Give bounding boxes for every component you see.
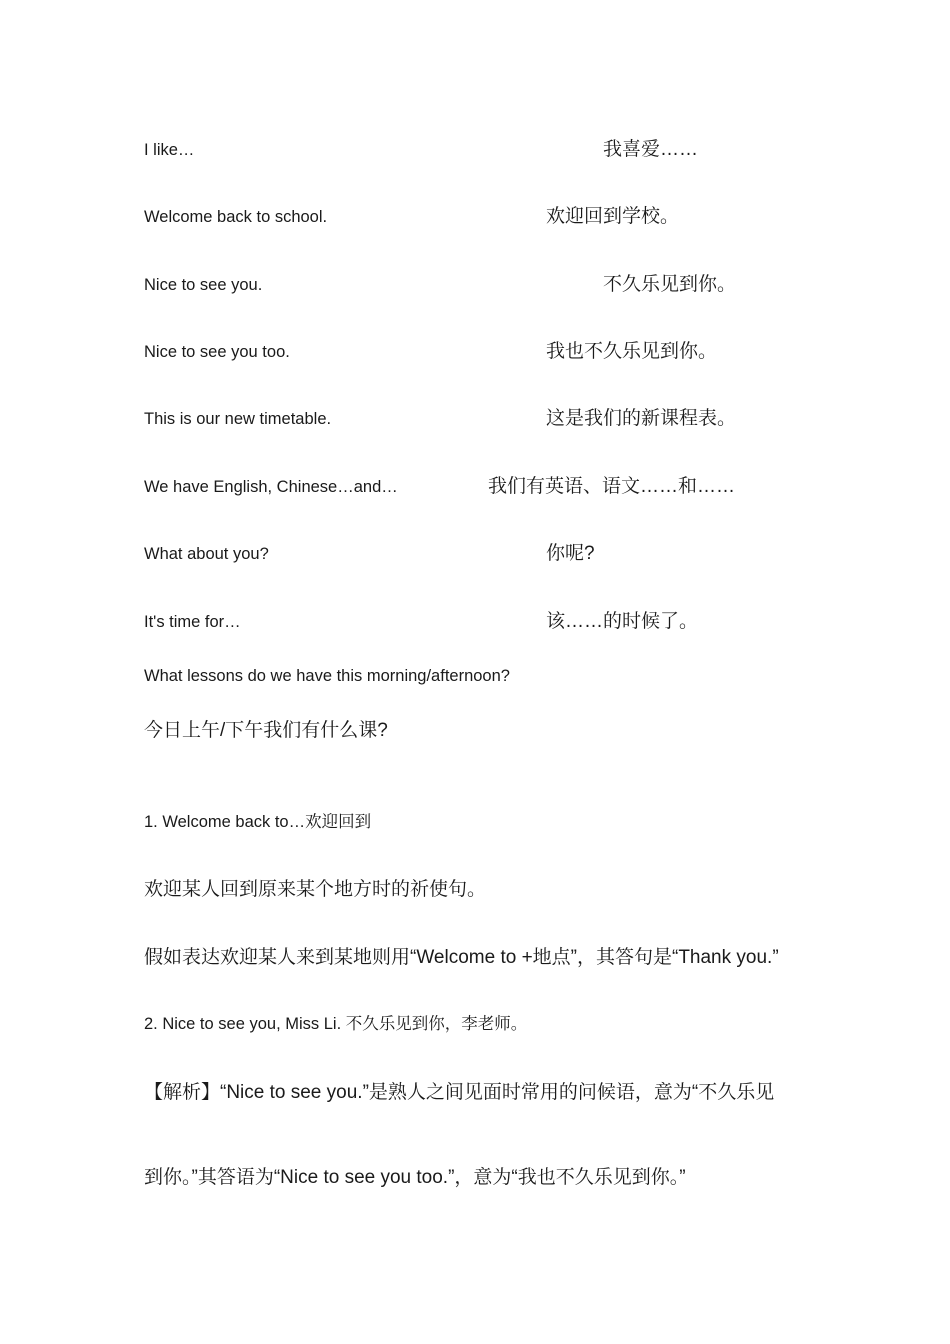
note-2-title: 2. Nice to see you, Miss Li. 不久乐见到你，李老师。 (144, 1015, 528, 1033)
phrase-en-2: Welcome back to school. (144, 208, 328, 226)
note-2-analysis-line-2: 到你。”其答语为“Nice to see you too.”，意为“我也不久乐见到你。” (144, 1167, 686, 1188)
phrase-zh-1: 我喜爱…… (603, 139, 699, 160)
phrase-en-3: Nice to see you. (144, 276, 263, 294)
note-1-line-2: 假如表达欢迎某人来到某地则用“Welcome to +地点”，其答句是“Thank you.” (144, 947, 779, 968)
phrase-en-1: I like… (144, 141, 195, 159)
note-2-analysis-line-1: 【解析】“Nice to see you.”是熟人之间见面时常用的问候语，意为“不久乐见 (144, 1082, 775, 1103)
phrase-zh-8: 该……的时候了。 (546, 611, 699, 632)
phrase-en-6: We have English, Chinese…and… (144, 478, 398, 496)
question-zh: 今日上午/下午我们有什么课? (144, 720, 388, 741)
phrase-en-5: This is our new timetable. (144, 410, 332, 428)
phrase-zh-2: 欢迎回到学校。 (546, 206, 680, 227)
phrase-zh-7: 你呢? (546, 543, 595, 564)
phrase-zh-3: 不久乐见到你。 (603, 274, 737, 295)
phrase-en-4: Nice to see you too. (144, 343, 290, 361)
phrase-en-8: It's time for… (144, 613, 241, 631)
phrase-en-7: What about you? (144, 545, 269, 563)
phrase-zh-5: 这是我们的新课程表。 (546, 408, 737, 429)
note-1-title: 1. Welcome back to…欢迎回到 (144, 813, 372, 831)
note-1-line-1: 欢迎某人回到原来某个地方时的祈使句。 (144, 879, 487, 900)
phrase-zh-6: 我们有英语、语文……和…… (488, 476, 736, 497)
phrase-zh-4: 我也不久乐见到你。 (546, 341, 718, 362)
question-en: What lessons do we have this morning/afternoon? (144, 667, 510, 685)
